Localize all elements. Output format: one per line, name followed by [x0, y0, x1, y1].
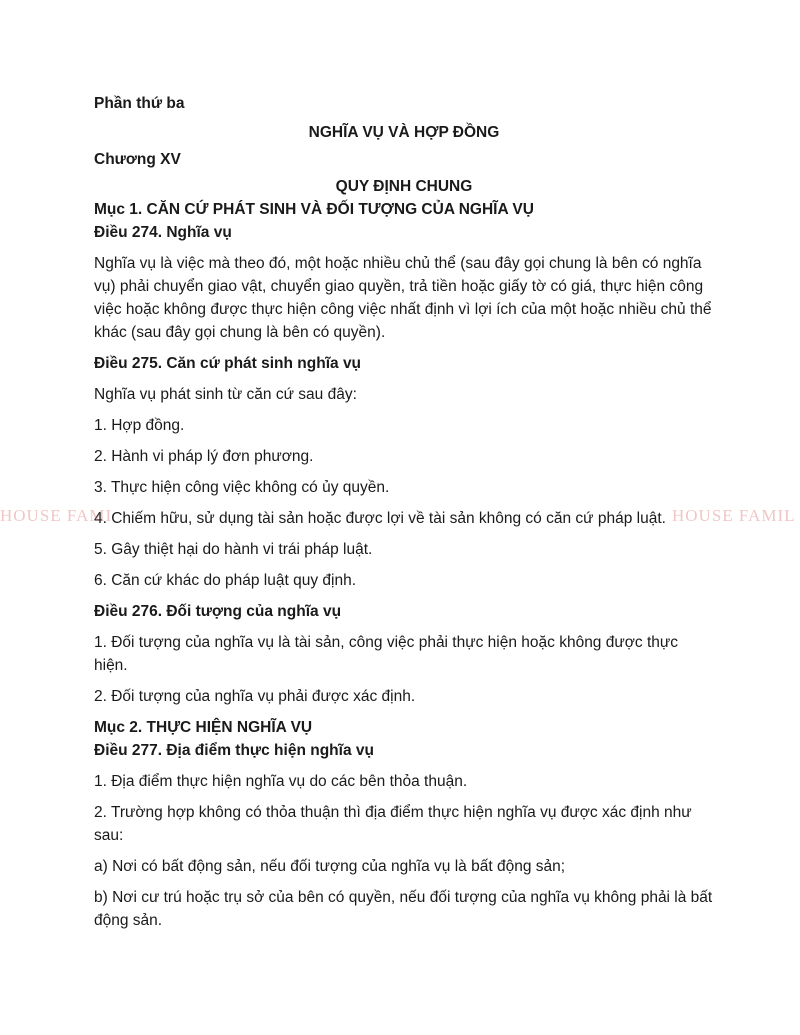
- article-paragraph: Nghĩa vụ phát sinh từ căn cứ sau đây:: [94, 386, 357, 403]
- chapter-title: QUY ĐỊNH CHUNG: [335, 178, 473, 195]
- list-item: 2. Đối tượng của nghĩa vụ phải được xác định.: [94, 688, 416, 705]
- watermark-right: HOUSE FAMIL: [672, 506, 796, 525]
- article-heading: Điều 275. Căn cứ phát sinh nghĩa vụ: [94, 355, 362, 372]
- list-item: 2. Hành vi pháp lý đơn phương.: [94, 448, 314, 465]
- article-heading: Điều 277. Địa điểm thực hiện nghĩa vụ: [94, 742, 374, 759]
- list-item: 6. Căn cứ khác do pháp luật quy định.: [94, 572, 356, 589]
- section-heading: Mục 1. CĂN CỨ PHÁT SINH VÀ ĐỐI TƯỢNG CỦA NGHĨA VỤ: [94, 201, 534, 218]
- list-item: 2. Trường hợp không có thỏa thuận thì địa điểm thực hiện nghĩa vụ được xác định như sau:: [94, 804, 692, 844]
- article-heading: Điều 274. Nghĩa vụ: [94, 224, 232, 241]
- section-heading: Mục 2. THỰC HIỆN NGHĨA VỤ: [94, 719, 313, 736]
- list-item: 1. Địa điểm thực hiện nghĩa vụ do các bên thỏa thuận.: [94, 773, 468, 790]
- article-heading: Điều 276. Đối tượng của nghĩa vụ: [94, 603, 342, 620]
- list-item: 3. Thực hiện công việc không có ủy quyền.: [94, 479, 390, 496]
- list-item: 4. Chiếm hữu, sử dụng tài sản hoặc được lợi về tài sản không có căn cứ pháp luật.: [94, 510, 666, 527]
- list-item: a) Nơi có bất động sản, nếu đối tượng của nghĩa vụ là bất động sản;: [94, 858, 566, 875]
- chapter-heading: Chương XV: [94, 151, 181, 168]
- part-heading: Phần thứ ba: [94, 95, 185, 112]
- list-item: 5. Gây thiệt hại do hành vi trái pháp luật.: [94, 541, 373, 558]
- list-item: 1. Đối tượng của nghĩa vụ là tài sản, công việc phải thực hiện hoặc không được thực hiện.: [94, 634, 679, 674]
- part-title: NGHĨA VỤ VÀ HỢP ĐỒNG: [308, 124, 500, 141]
- article-paragraph: Nghĩa vụ là việc mà theo đó, một hoặc nhiều chủ thể (sau đây gọi chung là bên có nghĩa vụ) phải chuyển giao vật, chuyển giao quyền, trả tiền hoặc giấy tờ có giá, thực hiện công việc hoặc không được thực hiện công việc nhất định vì lợi ích của một hoặc nhiều chủ thể khác (sau đây gọi chung là bên có quyền).: [94, 255, 712, 341]
- document-page: [94, 92, 714, 940]
- watermark-left: HOUSE FAMI: [0, 506, 113, 525]
- list-item: 1. Hợp đồng.: [94, 417, 185, 434]
- list-item: b) Nơi cư trú hoặc trụ sở của bên có quyền, nếu đối tượng của nghĩa vụ không phải là bất động sản.: [94, 889, 713, 929]
